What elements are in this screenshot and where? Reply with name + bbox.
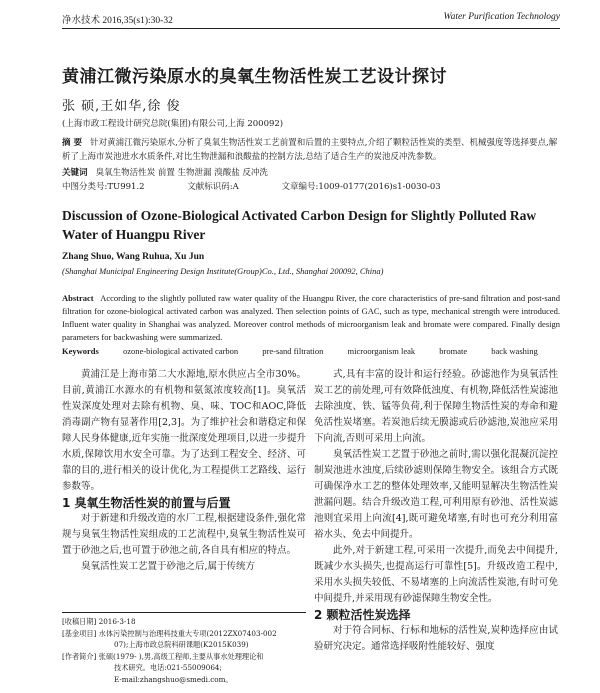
article-number: 文章编号:1009-0177(2016)s1-0030-03 (281, 182, 441, 192)
body-paragraph: 此外,对于新建工程,可采用一次提升,而免去中间提升,既减少水头损失,也提高运行可靠性[5]。升级改造工程中,采用水头损失较低、不易堵塞的上向流活性炭池,有时可免中间提升,并采用现有砂滤保障生物安全性。 (314, 545, 558, 604)
authors-en: Zhang Shuo, Wang Ruhua, Xu Jun (62, 252, 205, 262)
clc-number: 中图分类号:TU991.2 (62, 182, 145, 192)
keyword-item: microorganism leak (347, 346, 416, 356)
abstract-cn-text: 针对黄浦江微污染原水,分析了臭氧生物活性炭工艺前置和后置的主要特点,介绍了颗粒活性炭的类型、机械强度等选择要点,解析了上海市炭池进水水质条件,对比生物泄漏和浪酸盐的控制方法,总结了适合生产的炭池反冲洗参数。 (62, 138, 558, 162)
footnotes (62, 612, 306, 685)
keyword-item: ozone-biological activated carbon (122, 346, 239, 356)
keywords-cn (62, 166, 560, 178)
fund-info-cont: 07);上海市政总院科研课题(K2015K039) (114, 640, 249, 649)
keywords-en (62, 346, 560, 356)
body-column-left (62, 367, 306, 575)
body-paragraph: 对于符合同标、行标和地标的活性炭,炭种选择应由试验研究决定。通常选择吸附性能较好、强度 (314, 625, 558, 652)
authors-cn: 张 硕,王如华,徐 俊 (62, 99, 181, 114)
section-heading-2: 2 颗粒活性炭选择 (314, 608, 411, 622)
received-date: [收稿日期] 2016-3-18 (62, 617, 136, 626)
affiliation-cn: (上海市政工程设计研究总院(集团)有限公司,上海 200092) (62, 119, 284, 129)
abstract-cn-label: 摘 要 (62, 138, 82, 148)
title-cn: 黄浦江微污染原水的臭氧生物活性炭工艺设计探讨 (62, 67, 447, 87)
abstract-cn (62, 136, 560, 164)
keyword-item: pre-sand filtration (262, 346, 324, 356)
abstract-en-text: According to the slightly polluted raw water quality of the Huangpu River, the core characteristics of pre-sand filtration and post-sand filtration for ozone-biological activated carbon was analyzed. Then selection points of GAC, such as type, mechanical strength were introduced. Influent water quality in Shanghai was analyzed. Moreover control methods of microorganism leak and bromate were compared. Finally design parameters for backwashing were summarized. (62, 293, 560, 342)
body-paragraph: 对于新建和升级改造的水厂工程,根据建设条件,强化常规与臭氧生物活性炭组成的工艺流程中,臭氧生物活性炭可置于砂池之后,也可置于砂池之前,各自具有相应的特点。 (62, 513, 306, 556)
classification-row (62, 180, 560, 192)
author-bio-cont: 技术研究。电话:021-55009064; (114, 663, 222, 672)
keywords-cn-text: 臭氧生物活性炭 前置 生物泄漏 溴酸盐 反冲洗 (95, 168, 268, 178)
abstract-en-label: Abstract (62, 293, 94, 303)
document-code: 文献标识码:A (187, 182, 239, 192)
keyword-item: back washing (491, 346, 538, 356)
keyword-item: bromate (439, 346, 468, 356)
affiliation-en: (Shanghai Municipal Engineering Design Institute(Group)Co., Ltd., Shanghai 200092, China) (62, 266, 384, 276)
title-en: Discussion of Ozone-Biological Activated Carbon Design for Slightly Polluted Raw Water of Huangpu River (62, 208, 537, 242)
body-paragraph: 黄浦江是上海市第二大水源地,原水供应占全市30%。目前,黄浦江水源水的有机物和氨氮浓度较高[1]。臭氧活性炭深度处理对去除有机物、臭、味、TOC和AOC,降低消毒副产物有显著作用[2,3]。为了维护社会和谐稳定和保障人民身体健康,近年实施一批深度处理项目,以进一步提升水质,保障饮用水安全可靠。为了达到工程安全、经济、可靠的目的,进行相关的设计优化,为工程提供工艺路线、运行参数等。 (62, 369, 306, 492)
fund-info: [基金项目] 水体污染控制与治理科技重大专项(2012ZX07403-002 (62, 628, 277, 638)
section-heading-1: 1 臭氧生物活性炭的前置与后置 (62, 496, 231, 510)
author-email: E-mail:zhangshuo@smedi.com。 (114, 674, 233, 684)
body-paragraph: 式,具有丰富的设计和运行经验。砂滤池作为臭氧活性炭工艺的前处理,可有效降低浊度、有机物,降低活性炭滤池去除浊度、铁、锰等负荷,利于保障生物活性炭的寿命和避免活性炭堵塞。若炭池后续无膜滤或后砂滤池,炭池应采用下向流,否则可采用上向流。 (314, 369, 558, 444)
body-paragraph: 臭氧活性炭工艺置于砂池之后,属于传统方 (81, 561, 256, 572)
journal-cn: 净水技术 2016,35(s1):30-32 (62, 16, 173, 26)
keywords-en-label: Keywords (62, 346, 99, 356)
author-bio: [作者简介] 张硕(1979- ),男,高级工程师,主要从事水处理理论和 (62, 651, 264, 661)
keywords-cn-label: 关键词 (62, 168, 88, 178)
journal-en: Water Purification Technology (443, 12, 560, 22)
abstract-en (62, 292, 560, 344)
body-column-right (314, 367, 558, 655)
running-header (62, 8, 560, 29)
body-paragraph: 臭氧活性炭工艺置于砂池之前时,需以强化混凝沉淀控制炭池进水浊度,后续砂滤则保障生物安全。该组合方式既可确保净水工艺的整体处理效率,又能明显解决生物活性炭泄漏问题。结合升级改造工程,可利用原有砂池、活性炭滤池则宜采用上向流[4],既可避免堵塞,有时也可充分利用富裕水头、免去中间提升。 (314, 449, 558, 540)
